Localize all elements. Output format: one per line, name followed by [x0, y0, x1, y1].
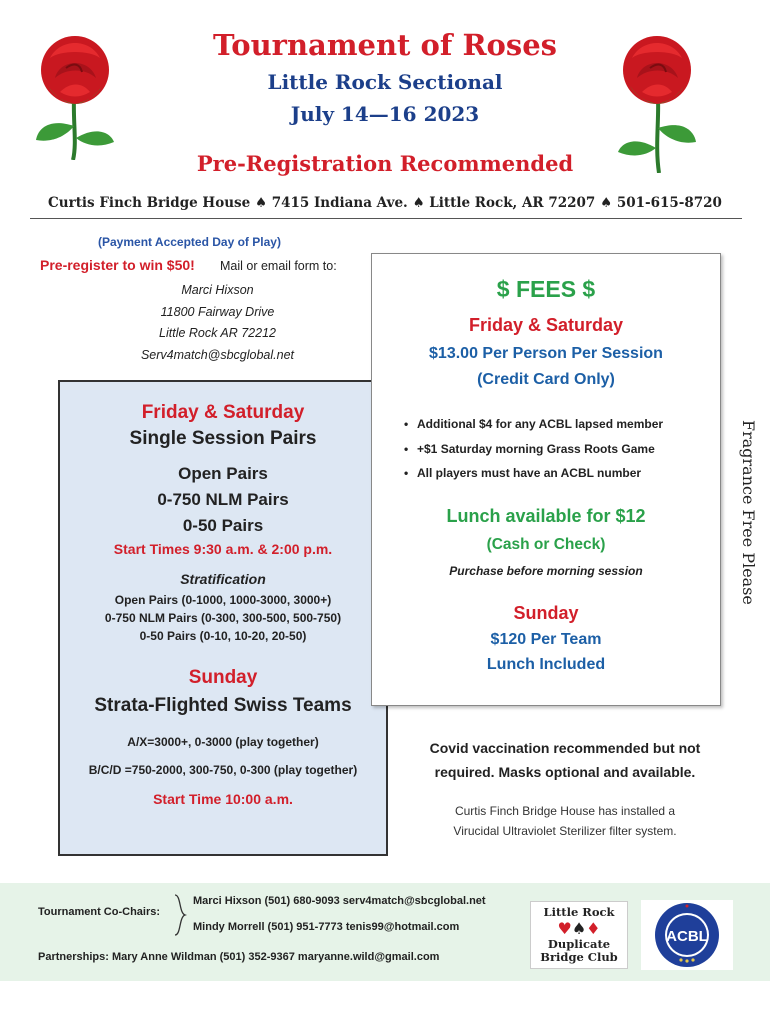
- acbl-logo: [641, 900, 733, 970]
- strat-line: 0-750 NLM Pairs (0-300, 300-500, 500-750): [104, 611, 342, 625]
- mail-street: 11800 Fairway Drive: [160, 304, 275, 319]
- cochair-2: Mindy Morrell (501) 951-7773 tenis99@hotmail.com: [193, 921, 460, 933]
- club-logo-line-1: Little Rock: [543, 905, 615, 919]
- event-dates: July 14—16 2023: [290, 102, 480, 126]
- sunday-event: Strata-Flighted Swiss Teams: [94, 695, 352, 716]
- sunday-flight-2: B/C/D =750-2000, 300-750, 0-300 (play together): [88, 763, 358, 777]
- lunch-heading: Lunch available for $12: [446, 506, 646, 526]
- fees-box: [371, 253, 721, 706]
- fri-sat-event: Single Session Pairs: [129, 428, 317, 449]
- fees-fri-sat: Friday & Saturday: [468, 315, 624, 335]
- strat-heading: Stratification: [180, 571, 266, 587]
- fee-bullet: • All players must have an ACBL number: [404, 461, 663, 486]
- fees-credit: (Credit Card Only): [477, 371, 615, 388]
- covid-line-1: Covid vaccination recommended but not: [429, 740, 701, 756]
- fees-sunday-team: $120 Per Team: [490, 631, 602, 648]
- fees-sunday: Sunday: [513, 603, 579, 623]
- venue-address: Curtis Finch Bridge House ♠ 7415 Indiana Ave. ♠ Little Rock, AR 72207 ♠ 501-615-8720: [48, 195, 722, 211]
- strat-line: 0-50 Pairs (0-10, 10-20, 20-50): [139, 629, 307, 643]
- payment-note: (Payment Accepted Day of Play): [98, 235, 281, 249]
- event-subtitle: Little Rock Sectional: [267, 70, 503, 94]
- prereg-recommended: Pre-Registration Recommended: [196, 151, 574, 176]
- cochairs-label: Tournament Co-Chairs:: [38, 906, 161, 918]
- fri-sat-heading: Friday & Saturday: [141, 402, 305, 423]
- address-divider: [30, 218, 742, 219]
- fees-heading: $ FEES $: [496, 276, 596, 302]
- mail-email[interactable]: Serv4match@sbcglobal.net: [140, 347, 295, 362]
- partnerships: Partnerships: Mary Anne Wildman (501) 352-9367 maryanne.wild@gmail.com: [38, 951, 440, 963]
- strat-line: Open Pairs (0-1000, 1000-3000, 3000+): [114, 593, 332, 607]
- fees-per-session: $13.00 Per Person Per Session: [429, 345, 663, 362]
- lunch-pay: (Cash or Check): [486, 536, 606, 553]
- acbl-logo-text: ACBL: [666, 928, 708, 945]
- club-logo-line-2: Duplicate: [547, 937, 611, 951]
- fees-sunday-lunch: Lunch Included: [486, 656, 606, 673]
- mail-city: Little Rock AR 72212: [159, 326, 276, 340]
- event-050-pairs: 0-50 Pairs: [182, 516, 264, 535]
- start-times: Start Times 9:30 a.m. & 2:00 p.m.: [113, 541, 333, 557]
- fee-bullet: • Additional $4 for any ACBL lapsed member: [404, 412, 663, 437]
- filter-line-2: Virucidal Ultraviolet Sterilizer filter system.: [453, 824, 677, 838]
- card-suits-icon: ♥♠♦: [557, 919, 601, 938]
- event-open-pairs: Open Pairs: [178, 464, 268, 483]
- covid-notice: [400, 736, 730, 784]
- mail-instructions: Mail or email form to:: [220, 259, 337, 273]
- club-logo: [530, 901, 628, 969]
- lunch-note: Purchase before morning session: [449, 564, 643, 578]
- sunday-start: Start Time 10:00 a.m.: [153, 791, 293, 807]
- filter-line-1: Curtis Finch Bridge House has installed a: [454, 804, 676, 818]
- mail-name: Marci Hixson: [181, 283, 254, 297]
- brace-icon: [173, 893, 187, 937]
- acbl-seal-icon: [641, 900, 733, 970]
- event-nlm-pairs: 0-750 NLM Pairs: [157, 490, 289, 509]
- sunday-flight-1: A/X=3000+, 0-3000 (play together): [127, 735, 319, 749]
- fee-bullet: • +$1 Saturday morning Grass Roots Game: [404, 437, 663, 462]
- club-logo-line-3: Bridge Club: [540, 950, 618, 964]
- fragrance-note: [736, 420, 766, 610]
- filter-notice: [400, 801, 730, 841]
- mail-address: [60, 280, 375, 366]
- covid-line-2: required. Masks optional and available.: [434, 764, 696, 780]
- schedule-box: [58, 380, 388, 856]
- cochair-1: Marci Hixson (501) 680-9093 serv4match@sbcglobal.net: [193, 895, 486, 907]
- sunday-heading: Sunday: [188, 667, 258, 688]
- prereg-win: Pre-register to win $50!: [40, 257, 195, 273]
- page-title: Tournament of Roses: [212, 28, 557, 62]
- fragrance-text: Fragrance Free Please: [739, 420, 758, 605]
